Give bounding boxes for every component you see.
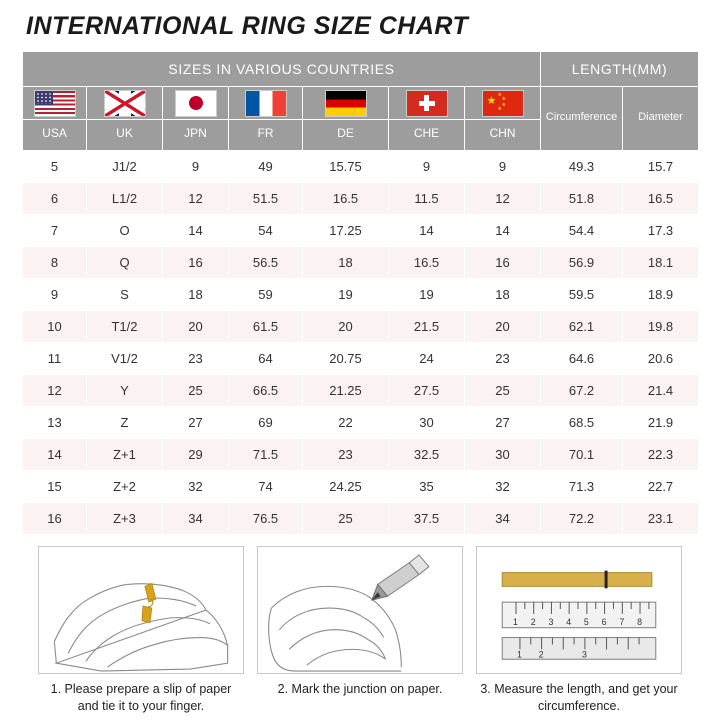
cell-che: 16.5	[389, 247, 465, 279]
cell-de: 24.25	[303, 471, 389, 503]
flag-uk-icon	[104, 90, 146, 117]
flag-china-icon: ★ ★ ★ ★ ★	[482, 90, 524, 117]
cell-de: 21.25	[303, 375, 389, 407]
header-countries: SIZES IN VARIOUS COUNTRIES	[23, 52, 541, 87]
page-title: INTERNATIONAL RING SIZE CHART	[26, 12, 469, 40]
cell-de: 23	[303, 439, 389, 471]
cell-fr: 54	[229, 215, 303, 247]
flag-france-icon	[245, 90, 287, 117]
cell-usa: 16	[23, 503, 87, 535]
cell-jpn: 32	[163, 471, 229, 503]
svg-text:1: 1	[513, 616, 518, 627]
col-header-jpn: JPN	[163, 120, 229, 151]
cell-usa: 12	[23, 375, 87, 407]
cell-diameter: 18.1	[623, 247, 699, 279]
cell-de: 18	[303, 247, 389, 279]
cell-de: 20.75	[303, 343, 389, 375]
cell-circumference: 54.4	[541, 215, 623, 247]
header-length: LENGTH(MM)	[541, 52, 699, 87]
svg-text:6: 6	[601, 616, 607, 627]
cell-che: 37.5	[389, 503, 465, 535]
cell-fr: 61.5	[229, 311, 303, 343]
table-row	[23, 151, 699, 183]
cell-jpn: 9	[163, 151, 229, 183]
step-3	[476, 546, 682, 715]
cell-jpn: 27	[163, 407, 229, 439]
cell-circumference: 72.2	[541, 503, 623, 535]
cell-usa: 11	[23, 343, 87, 375]
cell-jpn: 25	[163, 375, 229, 407]
flag-cell-france	[229, 87, 303, 120]
table-row	[23, 471, 699, 503]
ruler-measuring-strip-icon	[477, 547, 681, 673]
step-1-caption: 1. Please prepare a slip of paper and tie it to your finger.	[50, 682, 232, 713]
table-row	[23, 247, 699, 279]
flag-cell-uk	[87, 87, 163, 120]
cell-chn: 23	[465, 343, 541, 375]
cell-uk: Z+3	[87, 503, 163, 535]
cell-de: 17.25	[303, 215, 389, 247]
cell-che: 21.5	[389, 311, 465, 343]
flag-cell-japan	[163, 87, 229, 120]
cell-usa: 8	[23, 247, 87, 279]
cell-de: 25	[303, 503, 389, 535]
cell-fr: 69	[229, 407, 303, 439]
cell-diameter: 22.3	[623, 439, 699, 471]
col-header-che: CHE	[389, 120, 465, 151]
cell-uk: J1/2	[87, 151, 163, 183]
table-row	[23, 215, 699, 247]
flag-usa-icon	[34, 90, 76, 117]
cell-chn: 20	[465, 311, 541, 343]
cell-jpn: 23	[163, 343, 229, 375]
cell-de: 19	[303, 279, 389, 311]
cell-chn: 27	[465, 407, 541, 439]
cell-uk: Z	[87, 407, 163, 439]
cell-circumference: 68.5	[541, 407, 623, 439]
hand-marking-pen-icon	[258, 547, 462, 673]
cell-fr: 64	[229, 343, 303, 375]
table-row	[23, 407, 699, 439]
cell-jpn: 20	[163, 311, 229, 343]
flag-switzerland-icon	[406, 90, 448, 117]
cell-jpn: 12	[163, 183, 229, 215]
cell-che: 9	[389, 151, 465, 183]
cell-chn: 30	[465, 439, 541, 471]
table-body	[23, 151, 699, 535]
ring-size-table	[22, 51, 699, 535]
col-header-uk: UK	[87, 120, 163, 151]
cell-diameter: 21.9	[623, 407, 699, 439]
cell-jpn: 34	[163, 503, 229, 535]
cell-usa: 6	[23, 183, 87, 215]
cell-diameter: 22.7	[623, 471, 699, 503]
cell-uk: Y	[87, 375, 163, 407]
cell-che: 32.5	[389, 439, 465, 471]
step-2-illustration	[257, 546, 463, 674]
cell-usa: 10	[23, 311, 87, 343]
cell-usa: 7	[23, 215, 87, 247]
cell-fr: 59	[229, 279, 303, 311]
cell-circumference: 67.2	[541, 375, 623, 407]
cell-uk: Z+2	[87, 471, 163, 503]
table-row	[23, 343, 699, 375]
cell-jpn: 16	[163, 247, 229, 279]
cell-fr: 56.5	[229, 247, 303, 279]
table-row	[23, 439, 699, 471]
cell-diameter: 19.8	[623, 311, 699, 343]
cell-uk: Z+1	[87, 439, 163, 471]
svg-text:2: 2	[530, 616, 536, 627]
svg-text:4: 4	[566, 616, 572, 627]
cell-de: 15.75	[303, 151, 389, 183]
table-row	[23, 375, 699, 407]
cell-che: 30	[389, 407, 465, 439]
cell-circumference: 71.3	[541, 471, 623, 503]
cell-chn: 12	[465, 183, 541, 215]
col-header-de: DE	[303, 120, 389, 151]
instruction-steps	[22, 546, 698, 715]
cell-chn: 18	[465, 279, 541, 311]
cell-che: 35	[389, 471, 465, 503]
cell-chn: 14	[465, 215, 541, 247]
hand-with-paper-strip-icon	[39, 547, 243, 673]
cell-fr: 66.5	[229, 375, 303, 407]
cell-diameter: 15.7	[623, 151, 699, 183]
cell-fr: 74	[229, 471, 303, 503]
cell-fr: 71.5	[229, 439, 303, 471]
cell-chn: 16	[465, 247, 541, 279]
cell-diameter: 16.5	[623, 183, 699, 215]
cell-chn: 34	[465, 503, 541, 535]
cell-che: 27.5	[389, 375, 465, 407]
cell-chn: 9	[465, 151, 541, 183]
cell-chn: 32	[465, 471, 541, 503]
cell-circumference: 59.5	[541, 279, 623, 311]
cell-usa: 14	[23, 439, 87, 471]
cell-uk: L1/2	[87, 183, 163, 215]
cell-diameter: 20.6	[623, 343, 699, 375]
flag-germany-icon	[325, 90, 367, 117]
step-3-caption: 3. Measure the length, and get your circumference.	[480, 682, 678, 713]
cell-de: 20	[303, 311, 389, 343]
step-3-illustration	[476, 546, 682, 674]
cell-circumference: 56.9	[541, 247, 623, 279]
header-circumference: Circumference	[541, 87, 623, 151]
flag-cell-germany	[303, 87, 389, 120]
cell-usa: 5	[23, 151, 87, 183]
cell-che: 11.5	[389, 183, 465, 215]
flag-cell-switzerland	[389, 87, 465, 120]
group-header-row	[23, 52, 699, 87]
cell-che: 14	[389, 215, 465, 247]
cell-diameter: 17.3	[623, 215, 699, 247]
step-2-caption: 2. Mark the junction on paper.	[277, 682, 443, 696]
col-header-fr: FR	[229, 120, 303, 151]
cell-chn: 25	[465, 375, 541, 407]
svg-text:2: 2	[538, 649, 544, 660]
svg-text:3: 3	[548, 616, 554, 627]
svg-text:1: 1	[516, 649, 522, 660]
step-1-illustration	[38, 546, 244, 674]
svg-text:8: 8	[637, 616, 642, 627]
svg-text:3: 3	[581, 649, 587, 660]
cell-jpn: 14	[163, 215, 229, 247]
cell-uk: Q	[87, 247, 163, 279]
table-header	[23, 52, 699, 151]
cell-che: 24	[389, 343, 465, 375]
cell-usa: 13	[23, 407, 87, 439]
col-header-usa: USA	[23, 120, 87, 151]
cell-circumference: 49.3	[541, 151, 623, 183]
flag-cell-china	[465, 87, 541, 120]
col-header-chn: CHN	[465, 120, 541, 151]
table-row	[23, 503, 699, 535]
cell-che: 19	[389, 279, 465, 311]
cell-circumference: 70.1	[541, 439, 623, 471]
cell-diameter: 23.1	[623, 503, 699, 535]
step-2	[257, 546, 463, 715]
cell-jpn: 29	[163, 439, 229, 471]
cell-usa: 9	[23, 279, 87, 311]
cell-circumference: 62.1	[541, 311, 623, 343]
cell-diameter: 18.9	[623, 279, 699, 311]
cell-fr: 49	[229, 151, 303, 183]
cell-fr: 51.5	[229, 183, 303, 215]
svg-text:5: 5	[583, 616, 589, 627]
step-1	[38, 546, 244, 715]
cell-usa: 15	[23, 471, 87, 503]
cell-jpn: 18	[163, 279, 229, 311]
table-row	[23, 311, 699, 343]
cell-de: 16.5	[303, 183, 389, 215]
cell-de: 22	[303, 407, 389, 439]
cell-uk: V1/2	[87, 343, 163, 375]
cell-uk: T1/2	[87, 311, 163, 343]
svg-text:7: 7	[619, 616, 625, 627]
table-row	[23, 279, 699, 311]
cell-circumference: 64.6	[541, 343, 623, 375]
flag-cell-usa	[23, 87, 87, 120]
cell-uk: O	[87, 215, 163, 247]
cell-circumference: 51.8	[541, 183, 623, 215]
cell-fr: 76.5	[229, 503, 303, 535]
header-diameter: Diameter	[623, 87, 699, 151]
cell-uk: S	[87, 279, 163, 311]
flag-japan-icon	[175, 90, 217, 117]
flag-row	[23, 87, 699, 120]
table-row	[23, 183, 699, 215]
cell-diameter: 21.4	[623, 375, 699, 407]
